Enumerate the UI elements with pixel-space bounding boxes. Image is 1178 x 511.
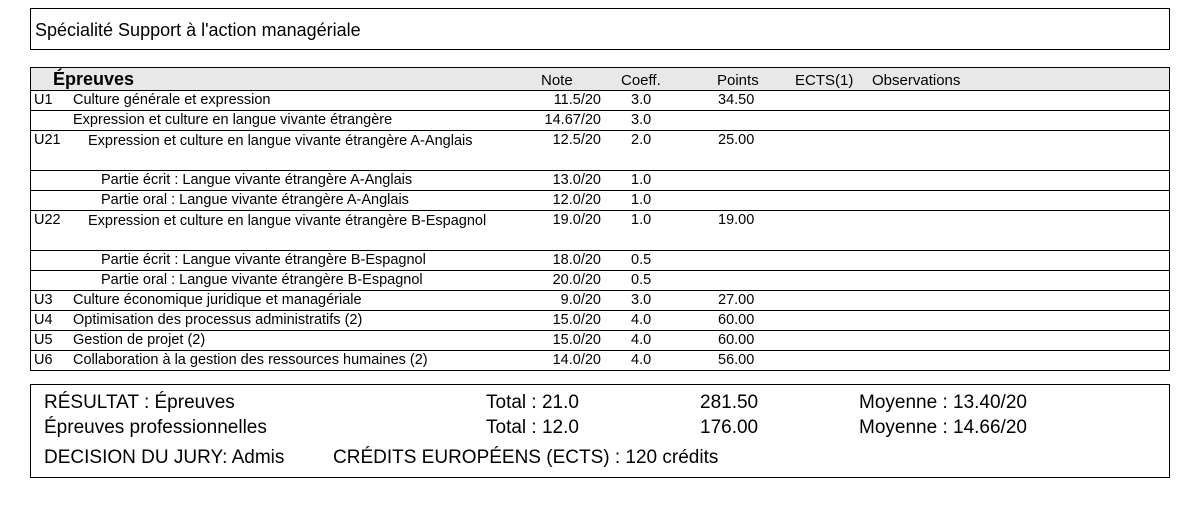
result-points: 281.50 bbox=[700, 392, 759, 413]
table-row bbox=[30, 111, 1170, 131]
table-row bbox=[30, 171, 1170, 191]
row-coeff: 1.0 bbox=[631, 192, 652, 208]
row-note: 15.0/20 bbox=[552, 312, 601, 328]
row-coeff: 3.0 bbox=[631, 292, 652, 308]
table-row bbox=[30, 251, 1170, 271]
row-label: Optimisation des processus administratifs (2) bbox=[73, 312, 363, 328]
row-note: 12.5/20 bbox=[552, 132, 601, 148]
row-label: Culture économique juridique et managériale bbox=[73, 292, 362, 308]
row-code: U22 bbox=[34, 212, 61, 228]
row-points: 56.00 bbox=[718, 352, 755, 368]
row-label: Partie écrit : Langue vivante étrangère B-Espagnol bbox=[101, 252, 426, 268]
row-note: 20.0/20 bbox=[552, 272, 601, 288]
table-header bbox=[30, 67, 1170, 91]
table-row bbox=[30, 351, 1170, 371]
row-coeff: 2.0 bbox=[631, 132, 652, 148]
pro-moyenne: Moyenne : 14.66/20 bbox=[859, 417, 1027, 438]
specialite-box bbox=[30, 8, 1170, 50]
pro-points: 176.00 bbox=[700, 417, 759, 438]
row-note: 15.0/20 bbox=[552, 332, 601, 348]
row-label: Partie oral : Langue vivante étrangère B-Espagnol bbox=[101, 272, 423, 288]
row-note: 11.5/20 bbox=[553, 92, 601, 108]
row-coeff: 0.5 bbox=[631, 272, 652, 288]
row-code: U6 bbox=[34, 352, 53, 368]
row-coeff: 4.0 bbox=[631, 312, 652, 328]
table-row bbox=[30, 311, 1170, 331]
specialite-title: Spécialité Support à l'action managériale bbox=[35, 20, 361, 40]
row-code: U21 bbox=[34, 132, 61, 148]
row-note: 18.0/20 bbox=[552, 252, 601, 268]
row-note: 19.0/20 bbox=[552, 212, 601, 228]
jury-decision: DECISION DU JURY: Admis bbox=[44, 447, 285, 468]
row-points: 19.00 bbox=[718, 212, 755, 228]
row-label: Expression et culture en langue vivante étrangère B-Espagnol bbox=[88, 213, 487, 229]
header-coeff: Coeff. bbox=[621, 72, 661, 89]
row-coeff: 3.0 bbox=[631, 112, 652, 128]
table-row bbox=[30, 91, 1170, 111]
row-coeff: 1.0 bbox=[631, 212, 652, 228]
row-coeff: 4.0 bbox=[631, 352, 652, 368]
row-label: Partie oral : Langue vivante étrangère A-Anglais bbox=[101, 192, 409, 208]
row-note: 14.0/20 bbox=[552, 352, 601, 368]
row-label: Expression et culture en langue vivante étrangère A-Anglais bbox=[88, 133, 473, 149]
row-points: 25.00 bbox=[718, 132, 755, 148]
row-label: Expression et culture en langue vivante étrangère bbox=[73, 112, 393, 128]
table-row bbox=[30, 271, 1170, 291]
row-points: 27.00 bbox=[718, 292, 755, 308]
header-ects: ECTS(1) bbox=[795, 72, 854, 89]
result-total: Total : 21.0 bbox=[486, 392, 579, 413]
row-points: 60.00 bbox=[718, 332, 755, 348]
row-note: 14.67/20 bbox=[544, 112, 601, 128]
header-observations: Observations bbox=[872, 72, 961, 89]
row-coeff: 3.0 bbox=[631, 92, 652, 108]
pro-label: Épreuves professionnelles bbox=[44, 417, 267, 438]
row-points: 60.00 bbox=[718, 312, 755, 328]
row-note: 12.0/20 bbox=[552, 192, 601, 208]
row-label: Collaboration à la gestion des ressources humaines (2) bbox=[73, 352, 428, 368]
ects-credits: CRÉDITS EUROPÉENS (ECTS) : 120 crédits bbox=[333, 447, 719, 468]
grades-table bbox=[30, 67, 1170, 371]
table-row bbox=[30, 191, 1170, 211]
header-note: Note bbox=[541, 72, 573, 89]
row-note: 9.0/20 bbox=[560, 292, 601, 308]
row-code: U4 bbox=[34, 312, 53, 328]
pro-total: Total : 12.0 bbox=[486, 417, 579, 438]
table-row bbox=[30, 291, 1170, 311]
row-note: 13.0/20 bbox=[552, 172, 601, 188]
row-coeff: 1.0 bbox=[631, 172, 652, 188]
table-row bbox=[30, 331, 1170, 351]
row-label: Partie écrit : Langue vivante étrangère A-Anglais bbox=[101, 172, 413, 188]
table-row bbox=[30, 131, 1170, 171]
row-coeff: 4.0 bbox=[631, 332, 652, 348]
result-label: RÉSULTAT : Épreuves bbox=[44, 392, 235, 413]
row-label: Culture générale et expression bbox=[73, 92, 271, 108]
row-code: U3 bbox=[34, 292, 53, 308]
header-points: Points bbox=[717, 72, 759, 89]
row-points: 34.50 bbox=[718, 92, 755, 108]
table-row bbox=[30, 211, 1170, 251]
result-box bbox=[30, 384, 1170, 478]
result-moyenne: Moyenne : 13.40/20 bbox=[859, 392, 1027, 413]
row-code: U5 bbox=[34, 332, 53, 348]
row-coeff: 0.5 bbox=[631, 252, 652, 268]
header-epreuves: Épreuves bbox=[53, 69, 135, 89]
row-label: Gestion de projet (2) bbox=[73, 332, 206, 348]
row-code: U1 bbox=[34, 92, 53, 108]
